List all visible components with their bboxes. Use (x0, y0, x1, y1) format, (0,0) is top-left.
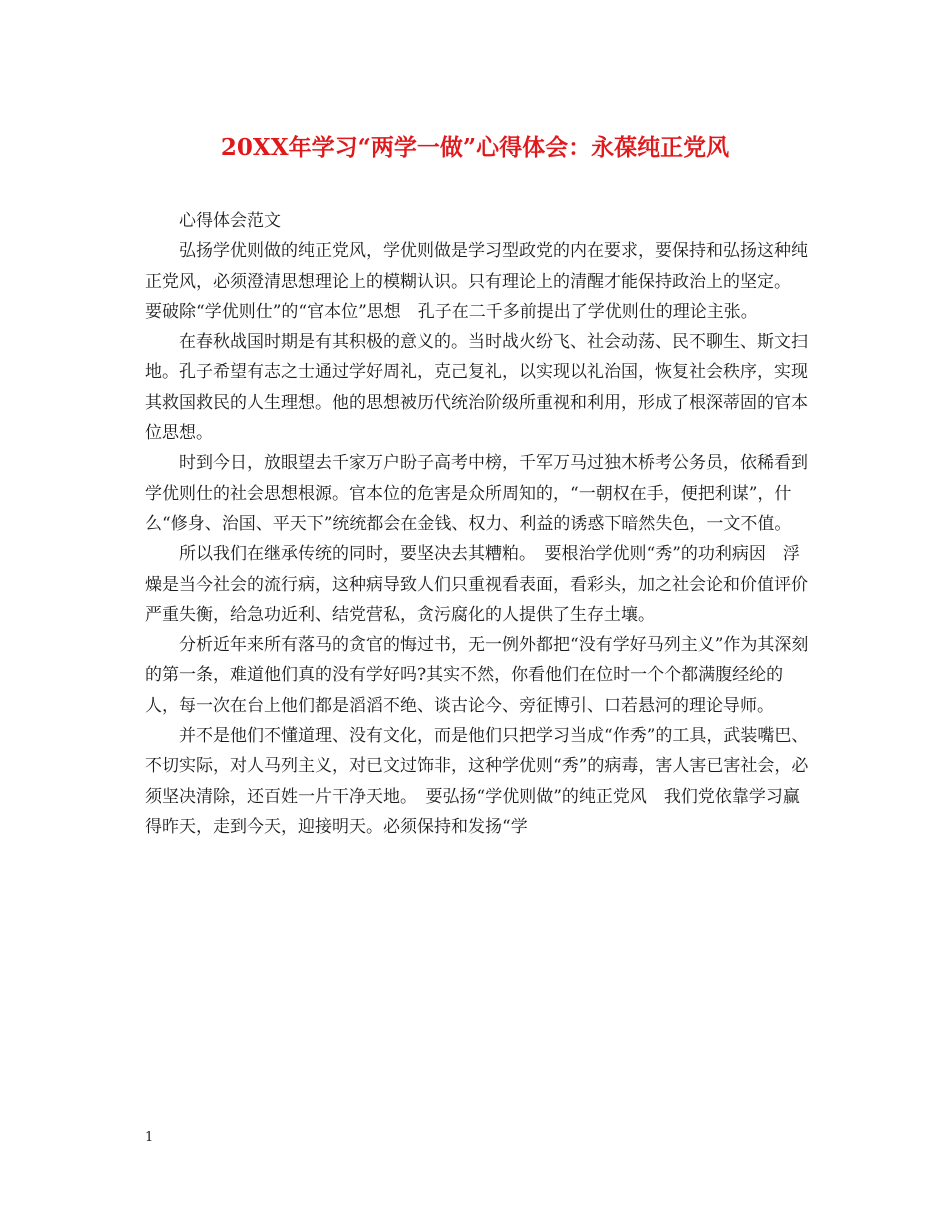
paragraph: 分析近年来所有落马的贪官的悔过书，无一例外都把“没有学好马列主义”作为其深刻的第一条，难道他们真的没有学好吗?其实不然，你看他们在位时一个个都满腹经纶的人，每一次在台上他们都是滔滔不绝、谈古论今、旁征博引、口若悬河的理论导师。 (145, 635, 809, 716)
paragraph-category: 心得体会范文 (179, 211, 281, 231)
paragraph: 在春秋战国时期是有其积极的意义的。当时战火纷飞、社会动荡、民不聊生、斯文扫地。孔子希望有志之士通过学好周礼，克己复礼，以实现以礼治国，恢复社会秩序，实现其救国救民的人生理想。他的思想被历代统治阶级所重视和利用，形成了根深蒂固的官本位思想。 (145, 332, 808, 444)
paragraph: 并不是他们不懂道理、没有文化，而是他们只把学习当成“作秀”的工具，武装嘴巴、不切实际，对人马列主义，对已文过饰非，这种学优则“秀”的病毒，害人害已害社会，必须坚决清除，还百姓一片干净天地。 要弘扬“学优则做”的纯正党风 我们党依靠学习赢得昨天，走到今天，迎接明天。必须保持和发扬“学 (145, 726, 809, 837)
paragraph: 时到今日，放眼望去千家万户盼子高考中榜，千军万马过独木桥考公务员，依稀看到学优则仕的社会思想根源。官本位的危害是众所周知的，“一朝权在手，便把利谋”，什么“修身、治国、平天下”统统都会在金钱、权力、利益的诱惑下暗然失色，一文不值。 (145, 453, 808, 534)
page-number: 1 (145, 1130, 154, 1145)
paragraph: 所以我们在继承传统的同时，要坚决去其糟粕。 要根治学优则“秀”的功利病因 浮燥是当今社会的流行病，这种病导致人们只重视看表面，看彩头，加之社会论和价值评价严重失衡，给急功近利、结党营私，贪污腐化的人提供了生存土壤。 (145, 544, 808, 625)
paragraph: 弘扬学优则做的纯正党风，学优则做是学习型政党的内在要求，要保持和弘扬这种纯正党风，必须澄清思想理论上的模糊认识。只有理论上的清醒才能保持政治上的坚定。 要破除“学优则仕”的“官本位”思想 孔子在二千多前提出了学优则仕的理论主张。 (145, 241, 808, 322)
document-title: 20XX年学习“两学一做”心得体会：永葆纯正党风 (220, 134, 730, 161)
document-body (145, 206, 815, 842)
